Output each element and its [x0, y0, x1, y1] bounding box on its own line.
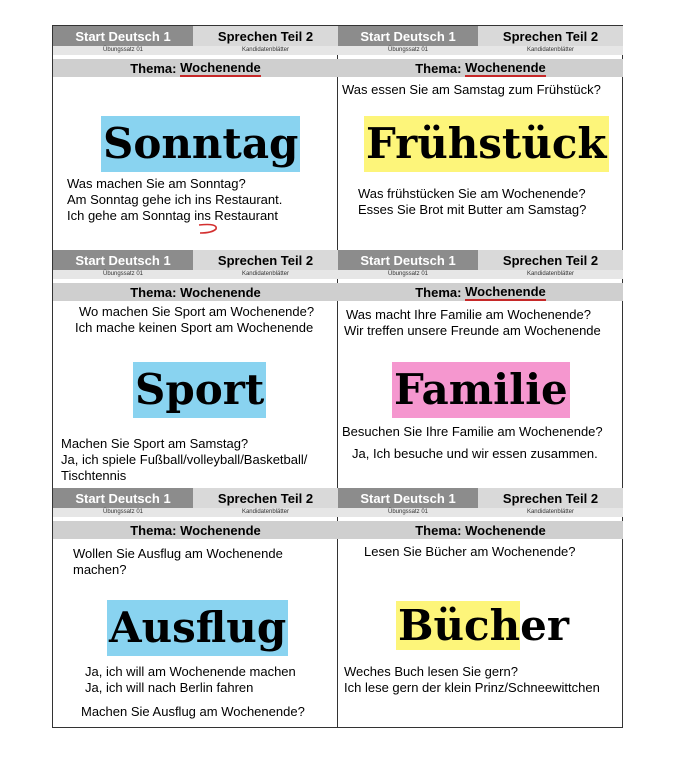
- header-right: Sprechen Teil 2: [193, 26, 338, 46]
- card-buecher: [338, 488, 623, 728]
- line-1: Was machen Sie am Sonntag?: [67, 176, 246, 191]
- top-line-1: Wollen Sie Ausflug am Wochenende: [73, 546, 283, 561]
- theme-prefix: Thema:: [415, 522, 462, 538]
- card-header: [338, 250, 623, 270]
- top-line-2: Wir treffen unsere Freunde am Wochenende: [344, 323, 601, 338]
- card-subheader: [338, 270, 623, 279]
- keyword: Sport: [133, 362, 266, 418]
- card-header: [338, 488, 623, 508]
- header-left: Start Deutsch 1: [53, 26, 193, 46]
- keyword-highlighted-part: Büch: [398, 601, 521, 650]
- line-1: Ja, ich will am Wochenende machen: [85, 664, 296, 679]
- line-2: Ja, ich spiele Fußball/volleyball/Basketball/: [61, 452, 308, 467]
- subheader-right: Kandidatenblätter: [526, 271, 575, 277]
- header-right: Sprechen Teil 2: [478, 250, 623, 270]
- top-line: Lesen Sie Bücher am Wochenende?: [364, 544, 576, 559]
- theme-prefix: Thema:: [130, 60, 177, 76]
- line-3: Machen Sie Ausflug am Wochenende?: [81, 704, 305, 719]
- header-left: Start Deutsch 1: [53, 488, 193, 508]
- theme-bar: [338, 59, 623, 77]
- line-2: Ja, Ich besuche und wir essen zusammen.: [352, 446, 598, 461]
- line-3: Tischtennis: [61, 468, 127, 483]
- top-line-2: machen?: [73, 562, 127, 577]
- theme-word: Wochenende: [180, 284, 261, 300]
- top-line-2: Ich mache keinen Sport am Wochenende: [75, 320, 314, 335]
- card-header: [53, 250, 338, 270]
- worksheet: [52, 25, 623, 728]
- theme-word: Wochenende: [180, 522, 261, 538]
- theme-word: Wochenende: [465, 283, 546, 299]
- theme-word: Wochenende: [180, 59, 261, 75]
- header-left: Start Deutsch 1: [53, 250, 193, 270]
- subheader-left: Übungssatz 01: [102, 271, 144, 277]
- theme-prefix: Thema:: [415, 284, 462, 300]
- card-fruehstueck: [338, 26, 623, 250]
- subheader-right: Kandidatenblätter: [241, 47, 290, 53]
- subheader-right: Kandidatenblätter: [526, 47, 575, 53]
- line-1: Weches Buch lesen Sie gern?: [344, 664, 518, 679]
- theme-word: Wochenende: [465, 522, 546, 538]
- theme-prefix: Thema:: [130, 522, 177, 538]
- card-subheader: [338, 46, 623, 55]
- theme-bar: [338, 283, 623, 301]
- line-2: Ich lese gern der klein Prinz/Schneewittchen: [344, 680, 600, 695]
- theme-word: Wochenende: [465, 59, 546, 75]
- card-header: [53, 488, 338, 508]
- theme-prefix: Thema:: [130, 284, 177, 300]
- keyword: [396, 598, 569, 654]
- subheader-right: Kandidatenblätter: [241, 509, 290, 515]
- theme-prefix: Thema:: [415, 60, 462, 76]
- line-2: Am Sonntag gehe ich ins Restaurant.: [67, 192, 283, 207]
- header-right: Sprechen Teil 2: [478, 488, 623, 508]
- top-line: Was essen Sie am Samstag zum Frühstück?: [342, 82, 601, 97]
- header-left: Start Deutsch 1: [338, 26, 478, 46]
- theme-bar: [53, 283, 338, 301]
- line-2: Ja, ich will nach Berlin fahren: [85, 680, 254, 695]
- header-right: Sprechen Teil 2: [478, 26, 623, 46]
- subheader-left: Übungssatz 01: [102, 509, 144, 515]
- line-2: Esses Sie Brot mit Butter am Samstag?: [358, 202, 587, 217]
- line-1: Was frühstücken Sie am Wochenende?: [358, 186, 586, 201]
- red-arrow-mark: [196, 221, 226, 235]
- header-left: Start Deutsch 1: [338, 488, 478, 508]
- card-subheader: [338, 508, 623, 517]
- theme-bar: [53, 59, 338, 77]
- top-line-1: Was macht Ihre Familie am Wochenende?: [346, 307, 591, 322]
- card-subheader: [53, 46, 338, 55]
- theme-bar: [338, 521, 623, 539]
- keyword-rest: er: [520, 601, 570, 650]
- theme-bar: [53, 521, 338, 539]
- subheader-left: Übungssatz 01: [387, 47, 429, 53]
- header-left: Start Deutsch 1: [338, 250, 478, 270]
- card-header: [338, 26, 623, 46]
- card-ausflug: [53, 488, 338, 728]
- line-1: Machen Sie Sport am Samstag?: [61, 436, 249, 451]
- line-3: Ich gehe am Sonntag ins Restaurant: [67, 208, 279, 223]
- keyword: Familie: [392, 362, 570, 418]
- card-familie: [338, 250, 623, 488]
- subheader-left: Übungssatz 01: [387, 509, 429, 515]
- card-subheader: [53, 508, 338, 517]
- header-right: Sprechen Teil 2: [193, 250, 338, 270]
- subheader-right: Kandidatenblätter: [241, 271, 290, 277]
- header-right: Sprechen Teil 2: [193, 488, 338, 508]
- keyword: Ausflug: [107, 600, 288, 656]
- card-sport: [53, 250, 338, 488]
- card-sonntag: [53, 26, 338, 250]
- subheader-left: Übungssatz 01: [387, 271, 429, 277]
- keyword: Frühstück: [364, 116, 609, 172]
- card-header: [53, 26, 338, 46]
- subheader-right: Kandidatenblätter: [526, 509, 575, 515]
- subheader-left: Übungssatz 01: [102, 47, 144, 53]
- keyword: Sonntag: [101, 116, 300, 172]
- line-1: Besuchen Sie Ihre Familie am Wochenende?: [342, 424, 603, 439]
- card-subheader: [53, 270, 338, 279]
- top-line-1: Wo machen Sie Sport am Wochenende?: [79, 304, 315, 319]
